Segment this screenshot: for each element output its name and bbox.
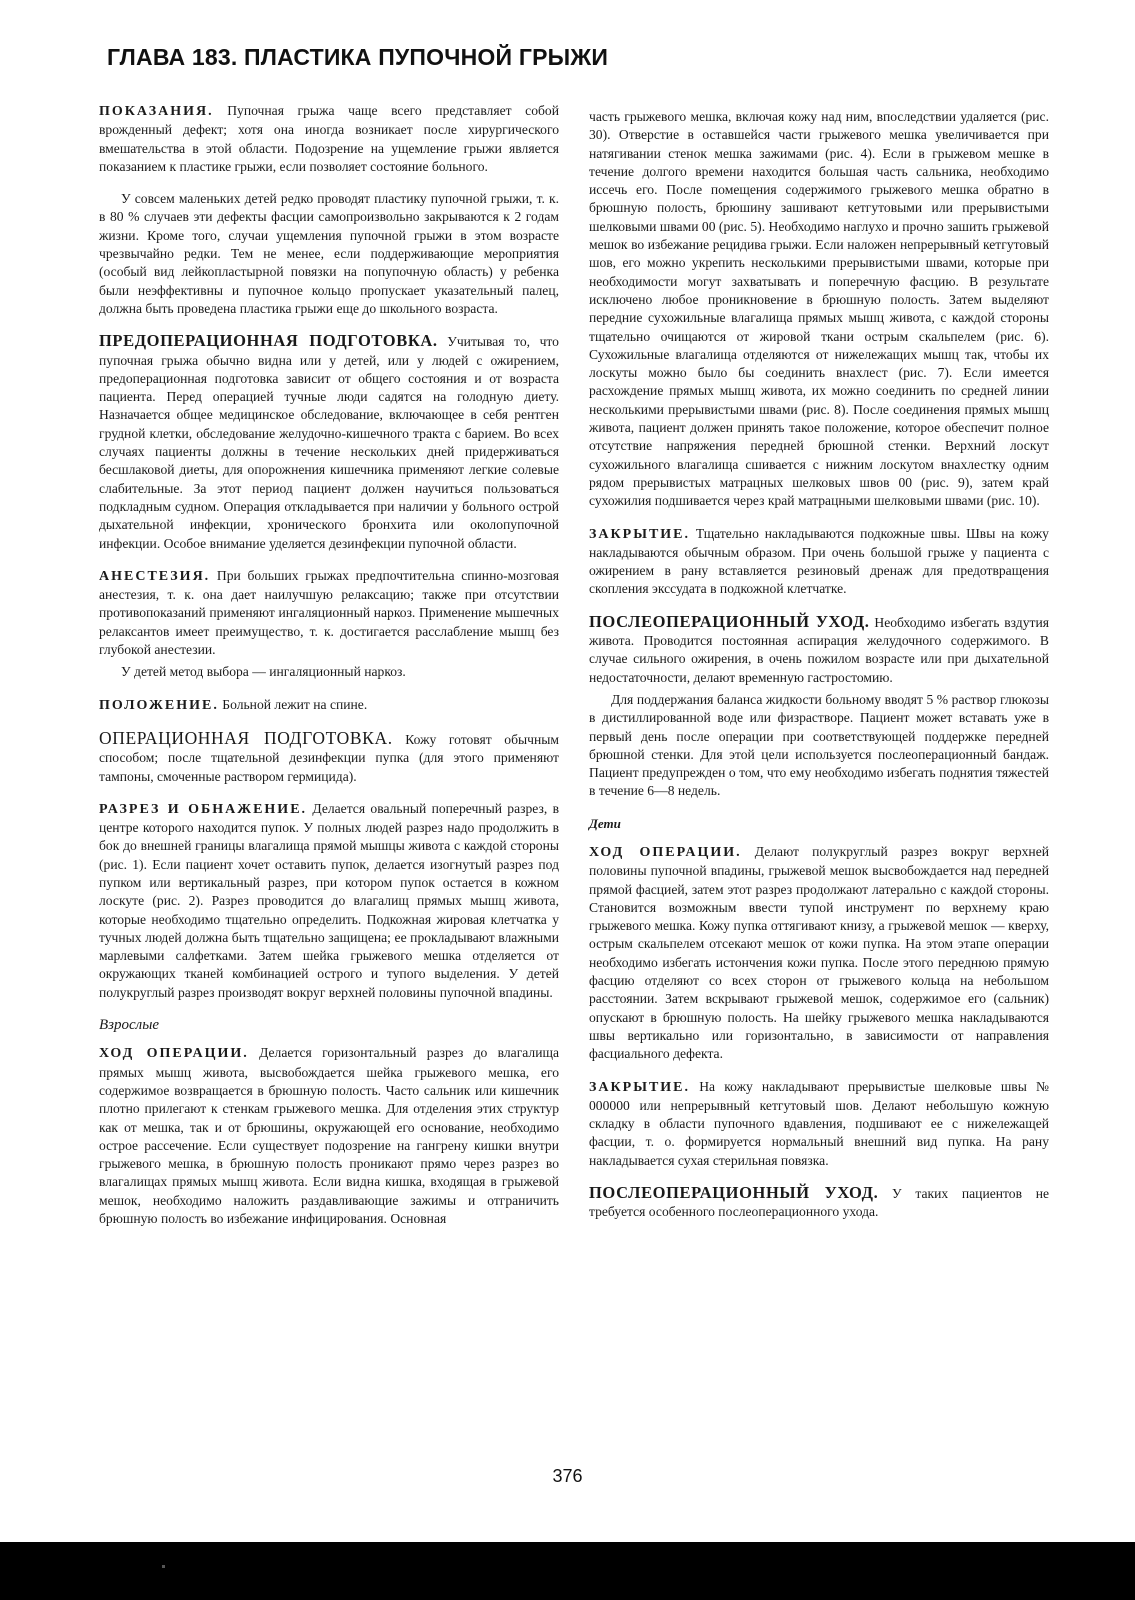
left-column [99,102,559,1242]
op-prep-paragraph [99,729,559,786]
preop-paragraph [99,332,559,553]
page-number: 376 [552,1466,583,1486]
right-column [589,108,1049,1236]
indications-paragraph-2: У совсем маленьких детей редко проводят пластику пупочной грыжи, т. к. в 80 % случаев эти дефекты фасции самопроизвольно закрываются к 2 годам жизни. Кроме того, случаи ущемления пупочной грыжи в этом возрасте чрезвычайно редки. Тем не менее, если поддерживающие мероприятия (особый вид лейкопластырной повязки на попупочную область) у ребенка были неэффективны и пупочное кольцо пропускает указательный палец, должна быть проведена пластика грыжи еще до школьного возраста. [99,191,559,316]
anesthesia-text: При больших грыжах предпочтительна спинно-мозговая анестезия, т. к. она дает наилучшую релаксацию; также при отсутствии противопоказаний применяют ингаляционный наркоз. Применение мышечных релаксантов имеет преимущество, т. к. достигается расслабление мышц без глубокой анестезии. [99,567,559,658]
children-postop-text: У таких пациентов не требуется особенного послеоперационного ухода. [589,1186,1050,1220]
scan-artifact [162,1565,165,1568]
incision-paragraph [99,800,559,1002]
children-postop-paragraph [589,1184,1049,1222]
children-closure-paragraph [589,1078,1049,1170]
closure-paragraph [589,525,1049,599]
postop-paragraph [589,613,1049,687]
incision-text: Делается овальный поперечный разрез, в центре которого находится пупок. У полных людей разрез надо продолжить в бок до внешней границы влагалища прямой мышцы живота с каждой стороны (рис. 1). Если пациент хочет оставить пупок, делается изогнутый разрез под пупком или вертикальный разрез, при котором пупок остается в кожном лоскуте (рис. 2). Разрез проводится до влагалищ прямых мышц живота, которые необходимо тщательно определить. Подкожная жировая клетчатка у тучных людей должна быть тщательно защищена; ее прокладывают влажными марлевыми салфетками. Затем шейка грыжевого мешка отделяется от окружающих тканей комбинацией острого и тупого выделения. У детей полукруглый разрез производят вокруг верхней половины пупочной впадины. [99,800,559,1000]
anesthesia-heading: АНЕСТЕЗИЯ. [99,568,211,584]
adults-course-text: Делается горизонтальный разрез до влагалища прямых мышц живота, высвобождается шейка грыжевого мешка, его содержимое возвращается в брюшную полость. Часто сальник или кишечник плотно прилегают к стенкам грыжевого мешка. Для отделения этих структур как от мешка, так и от брюшины, окружающей его основание, необходимо острое рассечение. Если существует подозрение на гангрену кишки внутри грыжевого мешка, в брюшную полость проникают прямо через разрез во влагалищах прямых мышц живота. Если видна кишка, входящая в грыжевой мешок, необходимо наложить раздавливающие зажимы и отграничить брюшную полость во избежание инфицирования. Основная [99,1045,559,1227]
page-title: ГЛАВА 183. ПЛАСТИКА ПУПОЧНОЙ ГРЫЖИ [107,44,609,70]
op-prep-heading: ОПЕРАЦИОННАЯ ПОДГОТОВКА. [99,727,393,748]
postop-paragraph-2: Для поддержания баланса жидкости больному вводят 5 % раствор глюкозы в дистиллированной воде или физрастворе. Пациент может вставать уже в первый день после операции при соответствующей поддержке передней брюшной стенки. Для этой цели используется послеоперационный бандаж. Пациент предупрежден о том, что ему необходимо избегать поднятия тяжестей в течение 6—8 недель. [589,691,1049,799]
indications-heading: ПОКАЗАНИЯ. [99,104,214,119]
anesthesia-paragraph [99,567,559,659]
children-course-text: Делают полукруглый разрез вокруг верхней половины пупочной впадины, грыжевой мешок высвобождается над передней прямой фасцией, затем этот разрез продолжают латерально с каждой стороны. Становится возможным ввести тупой инструмент по верхнему краю грыжевого мешка. Кожу пупка оттягивают книзу, а грыжевой мешок — кверху, острым скальпелем отсекают мешок от кожи пупка. На этом этапе операции необходимо избегать истончения кожи пупка. После этого переднюю прямую фасцию отделяют со всех сторон от грыжевого кольца на небольшом расстоянии. Затем вскрывают грыжевой мешок, содержимое его (сальник) опускают в брюшную полость. На шейку грыжевого мешка накладываются швы вертикально или горизонтально, в зависимости от направления фасциального дефекта. [589,843,1049,1062]
anesthesia-paragraph-2: У детей метод выбора — ингаляционный наркоз. [121,664,406,680]
postop-heading: ПОСЛЕОПЕРАЦИОННЫЙ УХОД. [589,611,870,631]
position-heading: ПОЛОЖЕНИЕ. [99,697,219,713]
children-closure-heading: ЗАКРЫТИЕ. [589,1079,691,1095]
adults-subheading: Взрослые [99,1017,160,1034]
children-closure-text: На кожу накладывают прерывистые шелковые швы № 000000 или непрерывный кетгутовый шов. Делают небольшую кожную складку в области пупочного вдавления, подшивают ее с нижележащей фасции, т. о. формируется нормальный внешний вид пупка. На рану накладывается сухая стерильная повязка. [589,1078,1049,1168]
op-prep-text: Кожу готовят обычным способом; после тщательной дезинфекции пупка (для этого применяют тампоны, смоченные раствором гермицида). [99,731,559,784]
closure-heading: ЗАКРЫТИЕ. [589,526,691,542]
preop-heading: ПРЕДОПЕРАЦИОННАЯ ПОДГОТОВКА. [99,331,438,351]
postop-text: Необходимо избегать вздутия живота. Проводится постоянная аспирация желудочного содержимого. В случае сильного ожирения, в очень пожилом возрасте или при дыхательной недостаточности, делают временную гастростомию. [589,614,1049,685]
children-course-heading: ХОД ОПЕРАЦИИ. [589,844,742,860]
indications-paragraph [99,102,559,176]
adults-course-paragraph [99,1044,559,1228]
continuation-paragraph: часть грыжевого мешка, включая кожу над ним, впоследствии удаляется (рис. 30). Отверстие в оставшейся части грыжевого мешка увеличивается при натягивании стенок мешка зажимами (рис. 4). Если в грыжевом мешке в течение долгого времени находится большая часть сальника, необходимо иссечь его. После помещения содержимого грыжевого мешка обратно в брюшную полость, брюшину зашивают кетгутовыми или прерывистыми шелковыми швами 00 (рис. 5). Необходимо наглухо и прочно зашить грыжевой мешок во избежание рецидива грыжи. Если наложен непрерывный кетгутовый шов, его можно укрепить несколькими прерывистыми швами, которые при необходимости могут захватывать и поперечную фасцию. В результате исключено любое проникновение в брюшную полость. Затем выделяют передние сухожильные влагалища прямых мышц живота, с каждой стороны тщательно очищаются от жировой ткани острым скальпелем (рис. 6). Сухожильные влагалища отделяются от нижележащих мышц так, чтобы их лоскуты можно было бы соединить внахлест (рис. 7). Если имеется расхождение прямых мышц живота, их можно соединить по средней линии несколькими прерывистыми швами (рис. 8). После соединения прямых мышц живота, пациент должен принять такое положение, которое обеспечит полное отсутствие напряжения передней брюшной стенки. Верхний лоскут сухожильного влагалища сшивается с нижним лоскутом внахлестку одним рядом прерывистых матрацных шелковых швов 00 (рис. 9), затем край сухожилия подшивается через край матрацными шелковыми швами (рис. 10). [589,109,1049,509]
scan-border [0,1542,1135,1600]
closure-text: Тщательно накладываются подкожные швы. Швы на кожу накладываются обычным образом. При очень большой грыже у пациента с ожирением в рану вставляется резиновый дренаж для предотвращения скопления экссудата в подкожной клетчатке. [589,525,1049,597]
adults-course-heading: ХОД ОПЕРАЦИИ. [99,1046,249,1062]
children-postop-heading: ПОСЛЕОПЕРАЦИОННЫЙ УХОД. [589,1183,879,1203]
children-course-paragraph [589,843,1049,1064]
indications-text: Пупочная грыжа чаще всего представляет собой врожденный дефект; хотя она иногда возникает после хирургического вмешательства в этой области. Подозрение на ущемление грыжи является показанием к пластике грыжи, если позволяет состояние больного. [99,103,560,174]
children-subheading: Дети [589,815,621,831]
position-paragraph [99,696,559,715]
preop-text: Учитывая то, что пупочная грыжа обычно видна или у детей, или у людей с ожирением, предоперационная подготовка зависит от общего состояния и от возраста пациента. Перед операцией тучные люди садятся на голодную диету. Назначается общее медицинское обследование, включающее в себя рентген грудной клетки, обследование желудочно-кишечного тракта с барием. Во всех случаях пациенты должны в течение нескольких дней придерживаться бесшлаковой диеты, для опорожнения кишечника применяют легкие солевые слабительные. За этот период пациент должен научиться пользоваться подкладным судном. Операция откладывается при наличии у больного острой дыхательной инфекции, хронического бронхита или околопупочной инфекции. Особое внимание уделяется дезинфекции пупочной области. [99,334,559,551]
incision-heading: РАЗРЕЗ И ОБНАЖЕНИЕ. [99,801,308,817]
position-text: Больной лежит на спине. [222,696,368,712]
